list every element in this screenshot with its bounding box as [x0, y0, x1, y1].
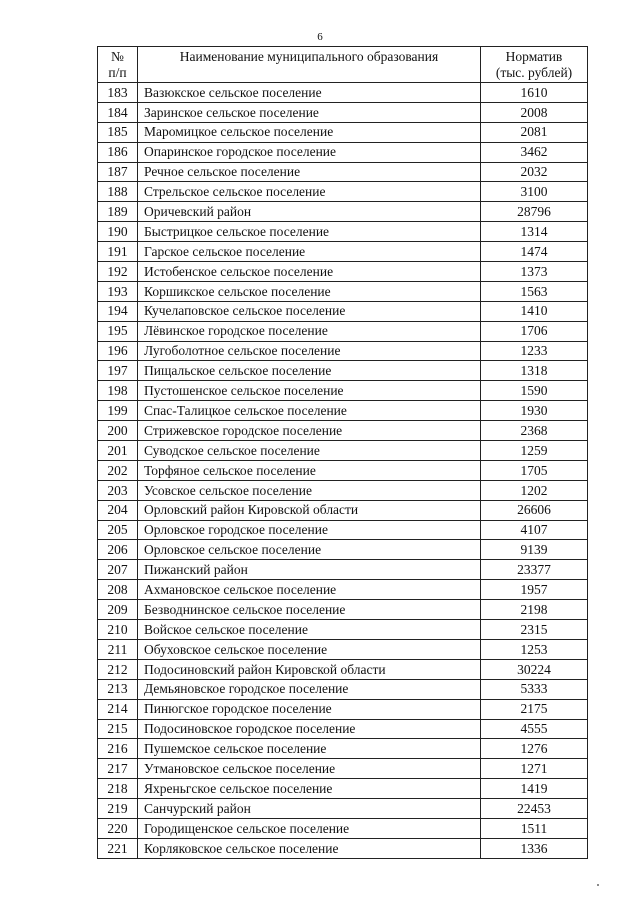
- table-body: [98, 83, 588, 859]
- row-name: Пищальское сельское поселение: [138, 361, 481, 381]
- header-value-line2: (тыс. рублей): [495, 64, 573, 80]
- row-name: Пушемское сельское поселение: [138, 739, 481, 759]
- row-number: 197: [98, 361, 138, 381]
- table-row: [98, 679, 588, 699]
- row-value: 2198: [481, 600, 588, 620]
- row-name: Быстрицкое сельское поселение: [138, 222, 481, 242]
- row-value: 1706: [481, 321, 588, 341]
- row-name: Оричевский район: [138, 202, 481, 222]
- table-row: [98, 361, 588, 381]
- row-value: 22453: [481, 799, 588, 819]
- table-row: [98, 719, 588, 739]
- row-number: 210: [98, 620, 138, 640]
- header-value-line1: Норматив: [505, 48, 563, 64]
- row-value: 4107: [481, 520, 588, 540]
- row-value: 1930: [481, 401, 588, 421]
- row-name: Вазюкское сельское поселение: [138, 83, 481, 103]
- row-value: 4555: [481, 719, 588, 739]
- row-name: Войское сельское поселение: [138, 620, 481, 640]
- table-row: [98, 460, 588, 480]
- header-name: [138, 47, 481, 83]
- row-name: Утмановское сельское поселение: [138, 759, 481, 779]
- header-number-line1: №: [111, 48, 124, 64]
- row-value: 1373: [481, 262, 588, 282]
- row-number: 190: [98, 222, 138, 242]
- header-number-line2: п/п: [108, 64, 127, 80]
- row-name: Подосиновский район Кировской области: [138, 659, 481, 679]
- row-value: 1705: [481, 460, 588, 480]
- table-row: [98, 401, 588, 421]
- row-number: 183: [98, 83, 138, 103]
- row-number: 217: [98, 759, 138, 779]
- table-row: [98, 162, 588, 182]
- row-name: Истобенское сельское поселение: [138, 262, 481, 282]
- row-number: 212: [98, 659, 138, 679]
- table-row: [98, 560, 588, 580]
- table-row: [98, 381, 588, 401]
- row-number: 205: [98, 520, 138, 540]
- row-name: Опаринское городское поселение: [138, 142, 481, 162]
- table-row: [98, 520, 588, 540]
- table-row: [98, 182, 588, 202]
- row-name: Стрижевское городское поселение: [138, 421, 481, 441]
- row-value: 23377: [481, 560, 588, 580]
- row-number: 191: [98, 242, 138, 262]
- row-number: 185: [98, 122, 138, 142]
- row-name: Демьяновское городское поселение: [138, 679, 481, 699]
- row-value: 26606: [481, 500, 588, 520]
- row-name: Орловское сельское поселение: [138, 540, 481, 560]
- row-value: 1314: [481, 222, 588, 242]
- table-row: [98, 202, 588, 222]
- table-row: [98, 102, 588, 122]
- table-row: [98, 262, 588, 282]
- row-name: Усовское сельское поселение: [138, 480, 481, 500]
- table-row: [98, 480, 588, 500]
- row-name: Коршикское сельское поселение: [138, 281, 481, 301]
- row-name: Лугоболотное сельское поселение: [138, 341, 481, 361]
- row-value: 1318: [481, 361, 588, 381]
- row-number: 201: [98, 441, 138, 461]
- row-number: 206: [98, 540, 138, 560]
- row-number: 193: [98, 281, 138, 301]
- row-number: 189: [98, 202, 138, 222]
- row-name: Корляковское сельское поселение: [138, 838, 481, 858]
- table-row: [98, 639, 588, 659]
- row-name: Маромицкое сельское поселение: [138, 122, 481, 142]
- row-number: 218: [98, 779, 138, 799]
- row-value: 1271: [481, 759, 588, 779]
- row-value: 3462: [481, 142, 588, 162]
- row-name: Кучелаповское сельское поселение: [138, 301, 481, 321]
- row-name: Ахмановское сельское поселение: [138, 580, 481, 600]
- row-value: 30224: [481, 659, 588, 679]
- row-value: 2175: [481, 699, 588, 719]
- row-name: Лёвинское городское поселение: [138, 321, 481, 341]
- row-number: 203: [98, 480, 138, 500]
- row-name: Обуховское сельское поселение: [138, 639, 481, 659]
- table-row: [98, 818, 588, 838]
- row-number: 194: [98, 301, 138, 321]
- row-number: 221: [98, 838, 138, 858]
- row-number: 213: [98, 679, 138, 699]
- row-value: 1563: [481, 281, 588, 301]
- header-value: [481, 47, 588, 83]
- row-value: 3100: [481, 182, 588, 202]
- row-number: 192: [98, 262, 138, 282]
- row-number: 204: [98, 500, 138, 520]
- row-number: 220: [98, 818, 138, 838]
- row-name: Безводнинское сельское поселение: [138, 600, 481, 620]
- row-value: 28796: [481, 202, 588, 222]
- table-row: [98, 540, 588, 560]
- table-row: [98, 122, 588, 142]
- row-name: Яхреньгское сельское поселение: [138, 779, 481, 799]
- table-row: [98, 759, 588, 779]
- table-row: [98, 222, 588, 242]
- row-number: 198: [98, 381, 138, 401]
- row-name: Заринское сельское поселение: [138, 102, 481, 122]
- row-name: Торфяное сельское поселение: [138, 460, 481, 480]
- scan-speck: [597, 884, 599, 886]
- row-number: 219: [98, 799, 138, 819]
- row-name: Суводское сельское поселение: [138, 441, 481, 461]
- row-value: 1233: [481, 341, 588, 361]
- table-row: [98, 441, 588, 461]
- row-number: 199: [98, 401, 138, 421]
- row-name: Гарское сельское поселение: [138, 242, 481, 262]
- row-number: 207: [98, 560, 138, 580]
- row-value: 2032: [481, 162, 588, 182]
- table-row: [98, 242, 588, 262]
- table-row: [98, 799, 588, 819]
- row-value: 1410: [481, 301, 588, 321]
- row-name: Пинюгское городское поселение: [138, 699, 481, 719]
- table-row: [98, 500, 588, 520]
- row-value: 1202: [481, 480, 588, 500]
- table-row: [98, 341, 588, 361]
- row-name: Орловский район Кировской области: [138, 500, 481, 520]
- table-row: [98, 580, 588, 600]
- row-number: 184: [98, 102, 138, 122]
- row-value: 2081: [481, 122, 588, 142]
- row-number: 215: [98, 719, 138, 739]
- row-number: 195: [98, 321, 138, 341]
- row-value: 1957: [481, 580, 588, 600]
- table-row: [98, 142, 588, 162]
- table-header: [98, 47, 588, 83]
- row-value: 1590: [481, 381, 588, 401]
- table-row: [98, 281, 588, 301]
- row-value: 5333: [481, 679, 588, 699]
- row-number: 216: [98, 739, 138, 759]
- row-name: Стрельское сельское поселение: [138, 182, 481, 202]
- table-row: [98, 699, 588, 719]
- page-number: 6: [317, 31, 323, 43]
- row-name: Спас-Талицкое сельское поселение: [138, 401, 481, 421]
- row-name: Пижанский район: [138, 560, 481, 580]
- row-number: 186: [98, 142, 138, 162]
- row-value: 2315: [481, 620, 588, 640]
- row-value: 2008: [481, 102, 588, 122]
- row-number: 196: [98, 341, 138, 361]
- row-value: 1259: [481, 441, 588, 461]
- row-number: 200: [98, 421, 138, 441]
- row-name: Санчурский район: [138, 799, 481, 819]
- row-value: 9139: [481, 540, 588, 560]
- table-row: [98, 301, 588, 321]
- row-value: 1336: [481, 838, 588, 858]
- table-row: [98, 838, 588, 858]
- row-number: 209: [98, 600, 138, 620]
- row-value: 1253: [481, 639, 588, 659]
- norms-table: [97, 46, 588, 859]
- table-row: [98, 83, 588, 103]
- row-name: Подосиновское городское поселение: [138, 719, 481, 739]
- table-row: [98, 659, 588, 679]
- table-row: [98, 779, 588, 799]
- row-value: 1511: [481, 818, 588, 838]
- row-name: Городищенское сельское поселение: [138, 818, 481, 838]
- row-value: 2368: [481, 421, 588, 441]
- header-name-text: Наименование муниципального образования: [179, 48, 439, 64]
- row-name: Орловское городское поселение: [138, 520, 481, 540]
- row-number: 214: [98, 699, 138, 719]
- row-name: Пустошенское сельское поселение: [138, 381, 481, 401]
- table-row: [98, 600, 588, 620]
- row-value: 1276: [481, 739, 588, 759]
- row-value: 1474: [481, 242, 588, 262]
- header-row: [98, 47, 588, 83]
- row-value: 1419: [481, 779, 588, 799]
- row-number: 188: [98, 182, 138, 202]
- row-value: 1610: [481, 83, 588, 103]
- row-number: 208: [98, 580, 138, 600]
- row-number: 202: [98, 460, 138, 480]
- header-number: [98, 47, 138, 83]
- row-number: 187: [98, 162, 138, 182]
- table-row: [98, 739, 588, 759]
- table-row: [98, 421, 588, 441]
- table-row: [98, 321, 588, 341]
- row-name: Речное сельское поселение: [138, 162, 481, 182]
- table-row: [98, 620, 588, 640]
- row-number: 211: [98, 639, 138, 659]
